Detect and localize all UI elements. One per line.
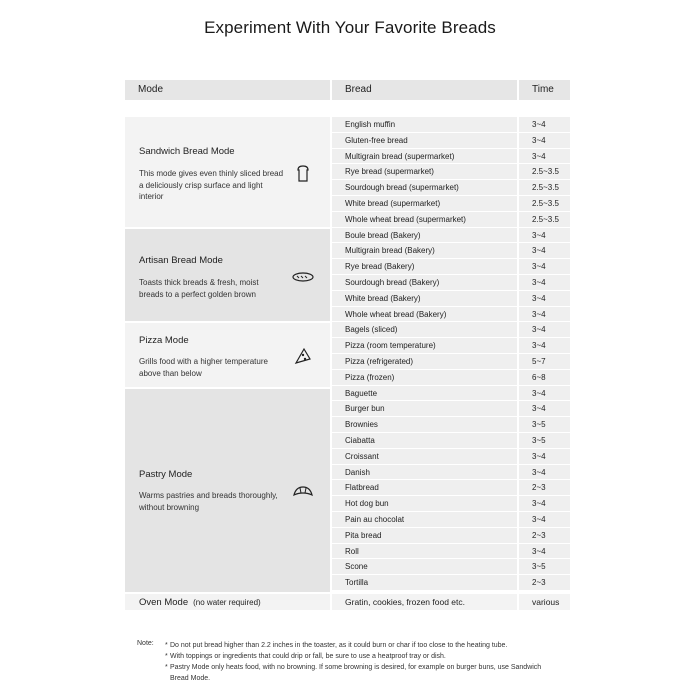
croissant-icon — [291, 482, 315, 502]
time-cell: 3~5 — [519, 433, 570, 449]
bread-cell: Tortilla — [332, 575, 517, 591]
time-cell: 3~4 — [519, 465, 570, 481]
notes-label: Note: — [137, 640, 154, 647]
mode-description: This mode gives even thinly sliced bread a deliciously crisp surface and light interior — [139, 169, 284, 201]
time-cell: 3~4 — [519, 117, 570, 133]
time-cell: 3~4 — [519, 259, 570, 275]
time-cell: 3~4 — [519, 149, 570, 165]
bread-cell: Scone — [332, 559, 517, 575]
oven-time-cell: various — [519, 594, 570, 610]
time-cell: 3~4 — [519, 338, 570, 354]
note-item: * With toppings or ingredients that could drip or fall, be sure to use a heatproof tray or dish. — [165, 653, 446, 660]
bread-cell: Brownies — [332, 417, 517, 433]
time-cell: 3~4 — [519, 307, 570, 323]
bread-cell: Baguette — [332, 386, 517, 402]
time-cell: 2~3 — [519, 480, 570, 496]
bread-cell: Flatbread — [332, 480, 517, 496]
bread-cell: White bread (supermarket) — [332, 196, 517, 212]
time-column — [519, 117, 570, 591]
time-cell: 3~4 — [519, 228, 570, 244]
bread-cell: English muffin — [332, 117, 517, 133]
bread-cell: Danish — [332, 465, 517, 481]
pizza-slice-icon — [291, 346, 315, 366]
bread-cell: Sourdough bread (supermarket) — [332, 180, 517, 196]
time-cell: 2~3 — [519, 575, 570, 591]
mode-name: Sandwich Bread Mode — [139, 146, 235, 157]
baguette-loaf-icon — [291, 267, 315, 287]
bread-cell: Bagels (sliced) — [332, 322, 517, 338]
mode-cell-artisan — [125, 229, 330, 321]
bread-cell: Roll — [332, 544, 517, 560]
toast-slice-icon — [291, 164, 315, 184]
bread-cell: White bread (Bakery) — [332, 291, 517, 307]
time-cell: 3~4 — [519, 512, 570, 528]
bread-cell: Whole wheat bread (supermarket) — [332, 212, 517, 228]
mode-cell-sandwich — [125, 117, 330, 227]
bread-cell: Hot dog bun — [332, 496, 517, 512]
time-cell: 3~5 — [519, 559, 570, 575]
mode-description: Toasts thick breads & fresh, moist breads to a perfect golden brown — [139, 278, 259, 299]
bread-cell: Ciabatta — [332, 433, 517, 449]
bread-cell: Gluten-free bread — [332, 133, 517, 149]
time-cell: 2~3 — [519, 528, 570, 544]
column-header-bread: Bread — [332, 80, 517, 100]
time-cell: 3~4 — [519, 544, 570, 560]
time-cell: 3~4 — [519, 496, 570, 512]
bread-cell: Boule bread (Bakery) — [332, 228, 517, 244]
time-cell: 3~4 — [519, 449, 570, 465]
bread-cell: Whole wheat bread (Bakery) — [332, 307, 517, 323]
time-cell: 3~4 — [519, 386, 570, 402]
time-cell: 3~4 — [519, 243, 570, 259]
time-cell: 3~4 — [519, 322, 570, 338]
time-cell: 2.5~3.5 — [519, 164, 570, 180]
mode-cell-pizza — [125, 323, 330, 387]
mode-description: Grills food with a higher temperature above than below — [139, 357, 268, 378]
bread-cell: Pizza (room temperature) — [332, 338, 517, 354]
mode-cell-pastry — [125, 389, 330, 592]
bread-cell: Pizza (frozen) — [332, 370, 517, 386]
bread-cell: Pita bread — [332, 528, 517, 544]
bread-column — [332, 117, 517, 591]
oven-mode-suffix: (no water required) — [193, 598, 261, 607]
bread-cell: Croissant — [332, 449, 517, 465]
column-header-mode: Mode — [125, 80, 330, 100]
bread-cell: Pizza (refrigerated) — [332, 354, 517, 370]
bread-cell: Burger bun — [332, 401, 517, 417]
mode-description: Warms pastries and breads thoroughly, without browning — [139, 491, 278, 512]
note-item: * Do not put bread higher than 2.2 inches in the toaster, as it could burn or char if too close to the heating tube. — [165, 642, 508, 649]
time-cell: 6~8 — [519, 370, 570, 386]
page-title: Experiment With Your Favorite Breads — [204, 18, 496, 37]
oven-mode-name: Oven Mode — [139, 597, 189, 608]
oven-bread-cell: Gratin, cookies, frozen food etc. — [332, 594, 517, 610]
time-cell: 3~4 — [519, 133, 570, 149]
time-cell: 3~4 — [519, 275, 570, 291]
oven-mode-cell — [125, 594, 330, 610]
time-cell: 2.5~3.5 — [519, 180, 570, 196]
bread-cell: Pain au chocolat — [332, 512, 517, 528]
time-cell: 5~7 — [519, 354, 570, 370]
bread-cell: Sourdough bread (Bakery) — [332, 275, 517, 291]
time-cell: 3~4 — [519, 401, 570, 417]
bread-cell: Multigrain bread (Bakery) — [332, 243, 517, 259]
time-cell: 3~4 — [519, 291, 570, 307]
column-header-time: Time — [519, 80, 570, 100]
time-cell: 2.5~3.5 — [519, 196, 570, 212]
mode-name: Artisan Bread Mode — [139, 255, 223, 266]
time-cell: 3~5 — [519, 417, 570, 433]
time-cell: 2.5~3.5 — [519, 212, 570, 228]
mode-name: Pizza Mode — [139, 335, 189, 346]
mode-name: Pastry Mode — [139, 469, 193, 480]
bread-cell: Rye bread (Bakery) — [332, 259, 517, 275]
note-item: * Pastry Mode only heats food, with no browning. If some browning is desired, for example on burger buns, use Sandwich Bread Mode. — [165, 664, 542, 683]
bread-cell: Rye bread (supermarket) — [332, 164, 517, 180]
bread-cell: Multigrain bread (supermarket) — [332, 149, 517, 165]
